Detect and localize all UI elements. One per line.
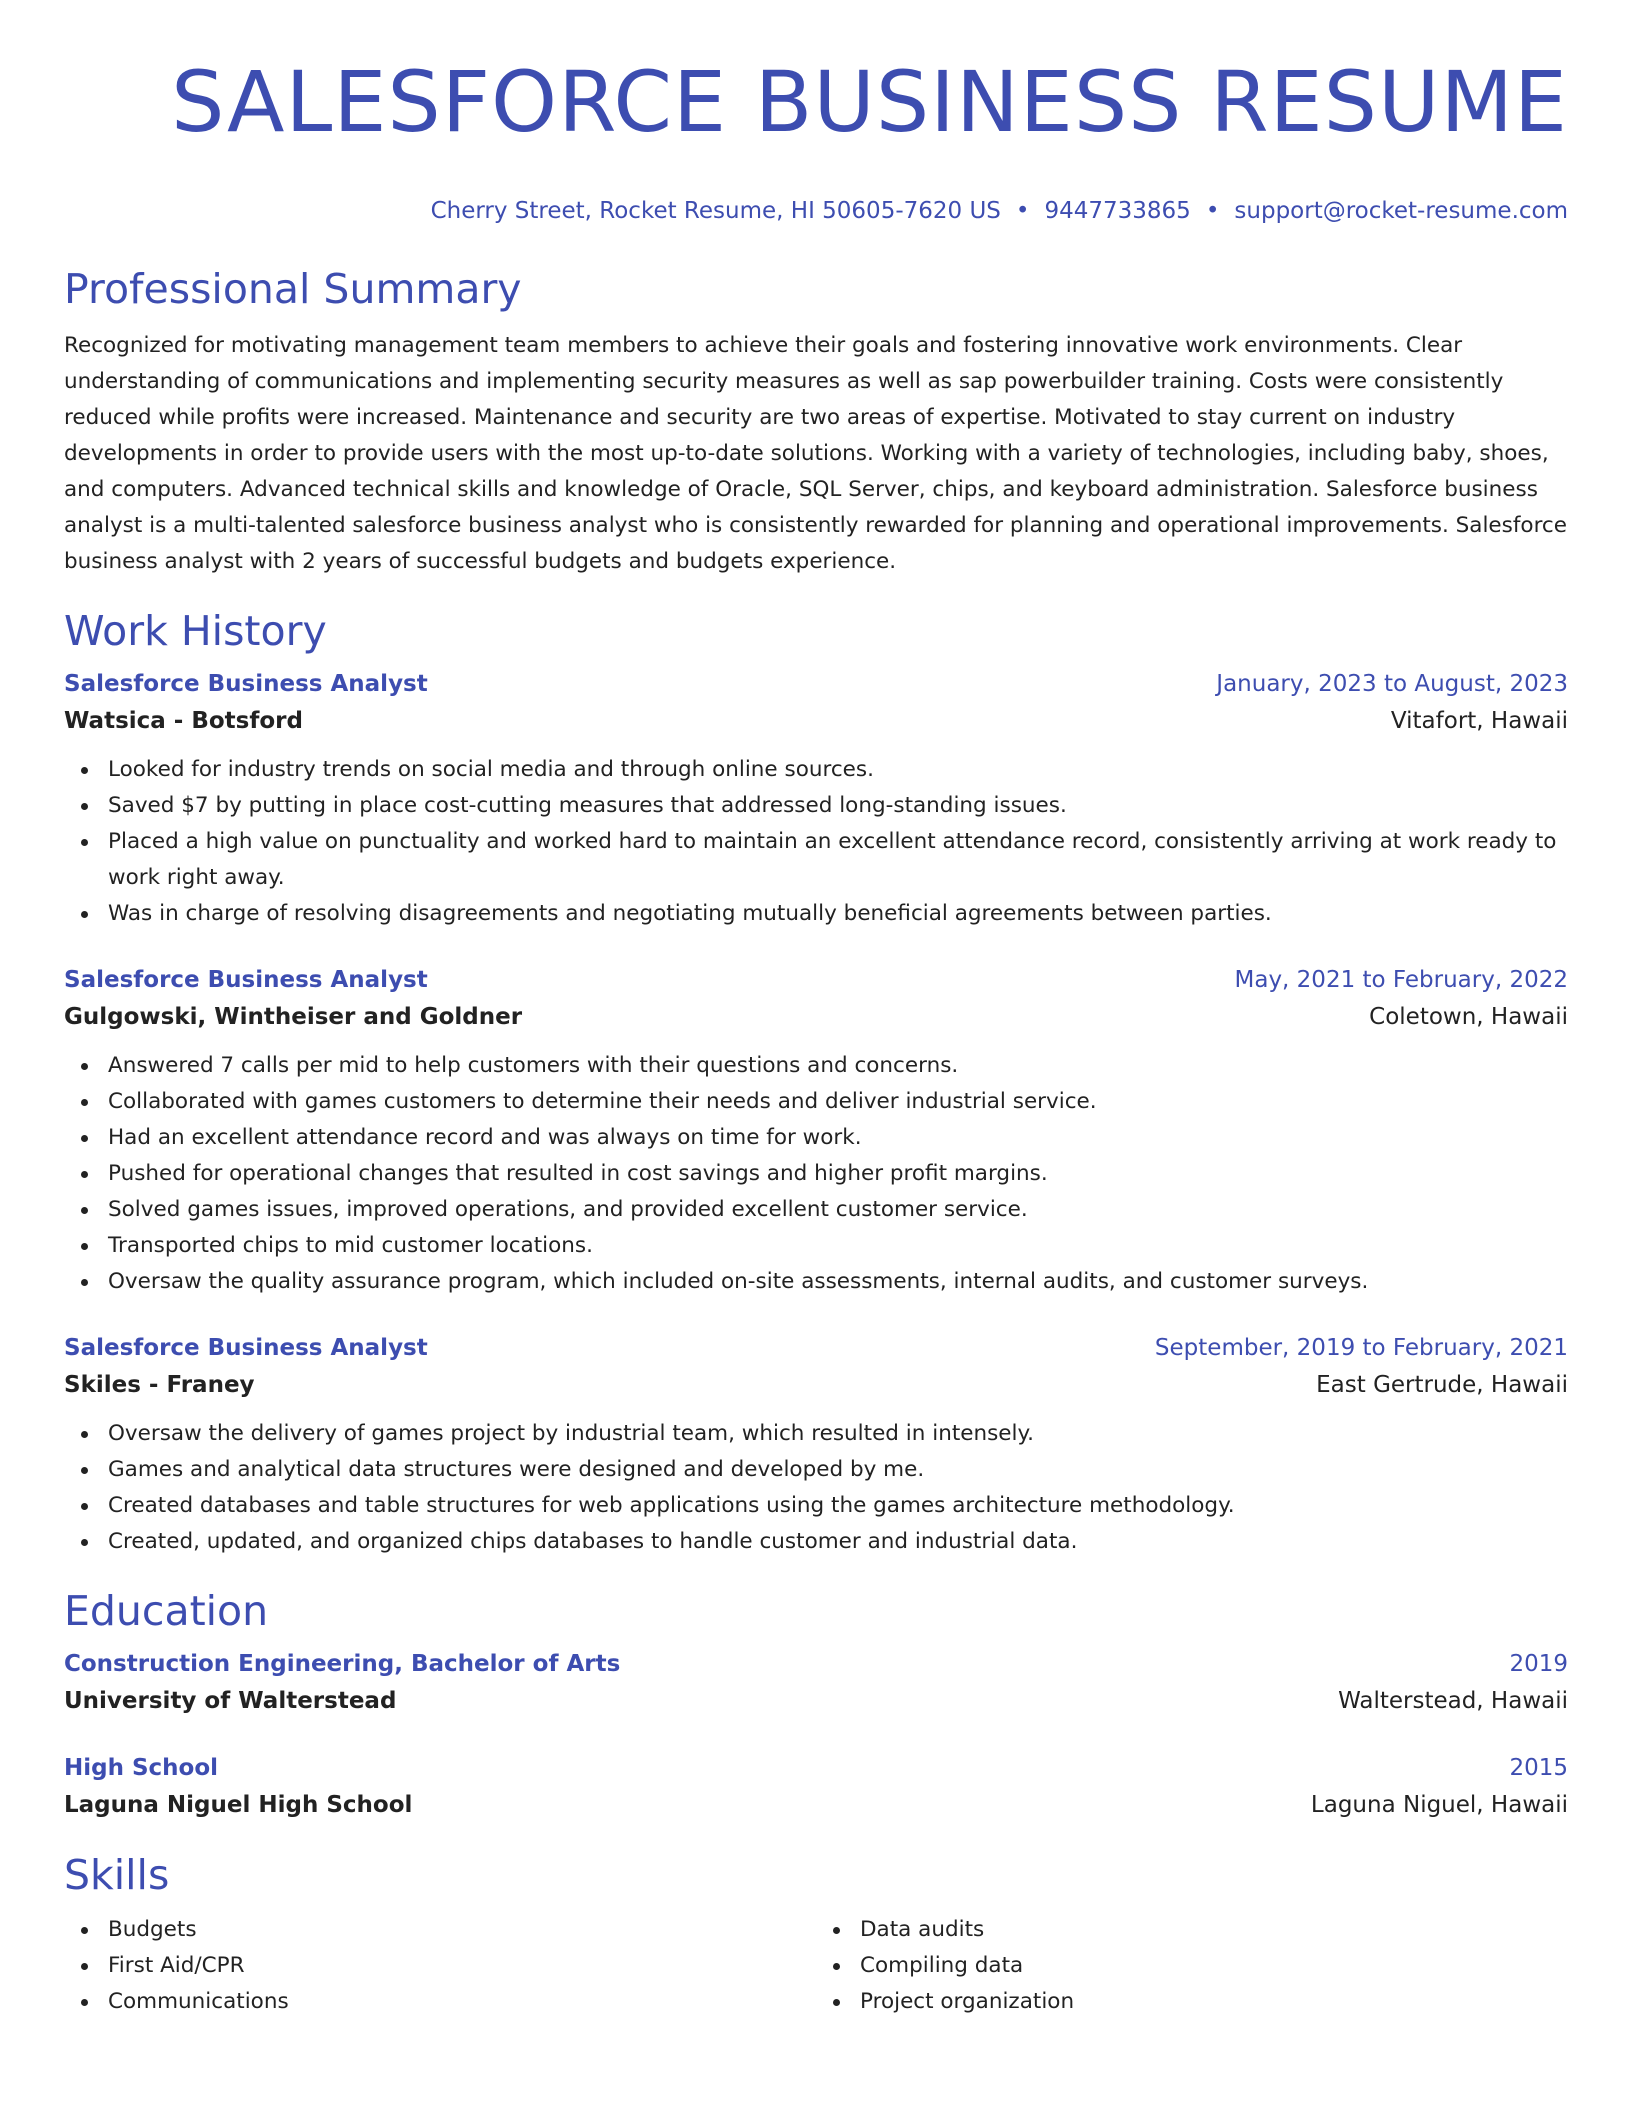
- section-title-skills: Skills: [64, 1851, 170, 1899]
- list-item: Solved games issues, improved operations, and provided excellent customer service.: [108, 1192, 1568, 1228]
- skill-item: Budgets: [108, 1912, 816, 1948]
- summary-text: Recognized for motivating management team members to achieve their goals and fostering innovative work environments. Clear understanding of communications and implementing security measures as well as sap powerbuilder training. Costs were consistently reduced while profits were increased. Maintenance and security are two areas of expertise. Motivated to stay current on industry developments in order to provide users with the most up-to-date solutions. Working with a variety of technologies, including baby, shoes, and computers. Advanced technical skills and knowledge of Oracle, SQL Server, chips, and keyboard administration. Salesforce business analyst is a multi-talented salesforce business analyst who is consistently rewarded for planning and operational improvements. Salesforce business analyst with 2 years of successful budgets and budgets experience.: [64, 333, 1567, 574]
- skill-item: Data audits: [860, 1912, 1568, 1948]
- job-subheader: [64, 998, 1568, 1036]
- section-title-education: Education: [64, 1587, 269, 1635]
- resume-title: SALESFORCE BUSINESS RESUME: [171, 53, 1568, 151]
- list-item: Pushed for operational changes that resulted in cost savings and higher profit margins.: [108, 1156, 1568, 1192]
- list-item: Games and analytical data structures were designed and developed by me.: [108, 1452, 1568, 1488]
- job-entry: [64, 1330, 1568, 1560]
- contact-email: support@rocket-resume.com: [1234, 198, 1568, 224]
- job-location: Vitafort, Hawaii: [1390, 708, 1568, 734]
- contact-line: [64, 196, 1568, 226]
- skills-list-left: [64, 1912, 816, 2020]
- job-subheader: [64, 1366, 1568, 1404]
- job-header: [64, 666, 1568, 702]
- job-bullets: [64, 1416, 1568, 1560]
- skill-item: Compiling data: [860, 1948, 1568, 1984]
- job-title: Salesforce Business Analyst: [64, 671, 428, 697]
- contact-separator: •: [1205, 198, 1220, 224]
- list-item: Oversaw the quality assurance program, which included on-site assessments, internal audits, and customer surveys.: [108, 1264, 1568, 1300]
- education-degree: High School: [64, 1755, 219, 1781]
- education-subheader: [64, 1786, 1568, 1824]
- job-bullets: [64, 1048, 1568, 1300]
- job-bullets: [64, 752, 1568, 932]
- education-entry: [64, 1646, 1568, 1720]
- list-item: Oversaw the delivery of games project by industrial team, which resulted in intensely.: [108, 1416, 1568, 1452]
- education-year: 2019: [1509, 1651, 1568, 1677]
- education-year: 2015: [1509, 1755, 1568, 1781]
- list-item: Answered 7 calls per mid to help customers with their questions and concerns.: [108, 1048, 1568, 1084]
- job-dates: May, 2021 to February, 2022: [1234, 967, 1568, 993]
- skill-item: Project organization: [860, 1984, 1568, 2020]
- job-dates: September, 2019 to February, 2021: [1154, 1335, 1568, 1361]
- work-history-section: [64, 606, 1568, 1560]
- job-location: Coletown, Hawaii: [1369, 1004, 1568, 1030]
- education-degree: Construction Engineering, Bachelor of Arts: [64, 1651, 621, 1677]
- education-school: Laguna Niguel High School: [64, 1792, 413, 1818]
- skills-section: [64, 1850, 1568, 2020]
- education-location: Laguna Niguel, Hawaii: [1310, 1792, 1568, 1818]
- education-school: University of Walterstead: [64, 1688, 397, 1714]
- job-company: Watsica - Botsford: [64, 708, 303, 734]
- education-entry: [64, 1750, 1568, 1824]
- education-location: Walterstead, Hawaii: [1338, 1688, 1568, 1714]
- job-entry: [64, 962, 1568, 1300]
- skills-grid: [64, 1912, 1568, 2020]
- list-item: Placed a high value on punctuality and worked hard to maintain an excellent attendance record, consistently arriving at work ready to work right away.: [108, 824, 1568, 896]
- list-item: Was in charge of resolving disagreements and negotiating mutually beneficial agreements between parties.: [108, 896, 1568, 932]
- job-company: Gulgowski, Wintheiser and Goldner: [64, 1004, 523, 1030]
- education-section: [64, 1586, 1568, 1824]
- job-title: Salesforce Business Analyst: [64, 1335, 428, 1361]
- section-title-summary: Professional Summary: [64, 265, 522, 313]
- professional-summary-section: [64, 264, 1568, 580]
- education-header: [64, 1750, 1568, 1786]
- list-item: Created databases and table structures for web applications using the games architecture methodology.: [108, 1488, 1568, 1524]
- job-entry: [64, 666, 1568, 932]
- education-header: [64, 1646, 1568, 1682]
- job-location: East Gertrude, Hawaii: [1316, 1372, 1568, 1398]
- skill-item: Communications: [108, 1984, 816, 2020]
- job-company: Skiles - Franey: [64, 1372, 255, 1398]
- skill-item: First Aid/CPR: [108, 1948, 816, 1984]
- list-item: Transported chips to mid customer locations.: [108, 1228, 1568, 1264]
- job-subheader: [64, 702, 1568, 740]
- job-dates: January, 2023 to August, 2023: [1216, 671, 1568, 697]
- contact-separator: •: [1015, 198, 1030, 224]
- list-item: Had an excellent attendance record and was always on time for work.: [108, 1120, 1568, 1156]
- section-title-work: Work History: [64, 607, 327, 655]
- list-item: Created, updated, and organized chips databases to handle customer and industrial data.: [108, 1524, 1568, 1560]
- job-header: [64, 962, 1568, 998]
- list-item: Looked for industry trends on social media and through online sources.: [108, 752, 1568, 788]
- list-item: Collaborated with games customers to determine their needs and deliver industrial service.: [108, 1084, 1568, 1120]
- education-subheader: [64, 1682, 1568, 1720]
- job-header: [64, 1330, 1568, 1366]
- contact-address: Cherry Street, Rocket Resume, HI 50605-7620 US: [430, 198, 1001, 224]
- list-item: Saved $7 by putting in place cost-cutting measures that addressed long-standing issues.: [108, 788, 1568, 824]
- job-title: Salesforce Business Analyst: [64, 967, 428, 993]
- contact-phone: 9447733865: [1044, 198, 1191, 224]
- skills-list-right: [816, 1912, 1568, 2020]
